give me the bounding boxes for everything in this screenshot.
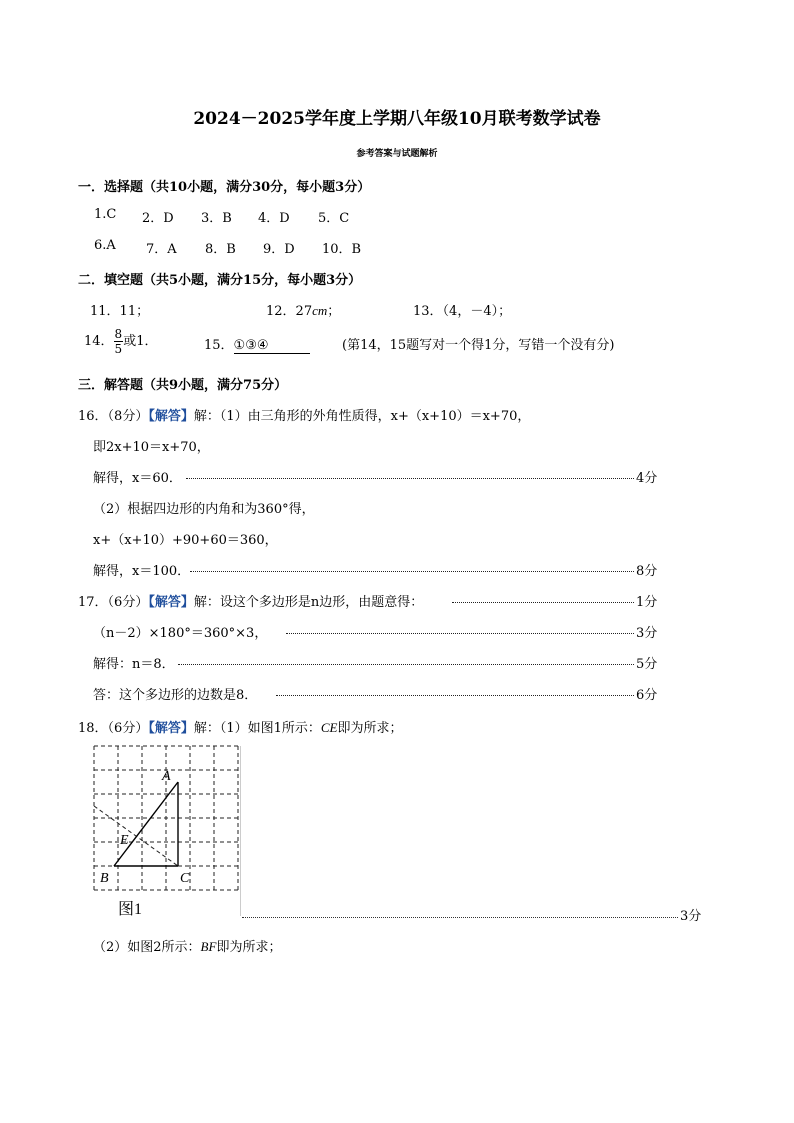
section-choice-heading: 一．选择题（共10小题，满分30分，每小题3分） xyxy=(78,180,371,195)
triangle-abc xyxy=(114,782,178,866)
dot-leader xyxy=(452,602,634,603)
answer-1: 1.C xyxy=(94,207,117,222)
label-a: A xyxy=(162,769,171,784)
q17-line-4: 答：这个多边形的边数是8． xyxy=(93,688,258,703)
answer-14: 14． $\frac{8}{5}$ 或1． xyxy=(84,327,158,356)
page-subtitle: 参考答案与试题解析 xyxy=(356,149,438,159)
divider xyxy=(240,746,241,916)
answer-4: 4．D xyxy=(258,211,290,226)
label-b: B xyxy=(100,871,109,886)
q17-line-3: 解得：n＝8． xyxy=(93,657,175,672)
q16-line-2: 即2x+10＝x+70， xyxy=(93,440,210,455)
page-title: 2024－2025学年度上学期八年级10月联考数学试卷 xyxy=(193,109,601,129)
q17-score-2: 3分 xyxy=(636,626,658,641)
answer-6: 6.A xyxy=(94,238,116,253)
q17-line-2: （n－2）×180°＝360°×3， xyxy=(93,626,268,641)
answer-7: 7．A xyxy=(146,242,177,257)
q17-score-4: 6分 xyxy=(636,688,658,703)
section-fill-heading: 二．填空题（共5小题，满分15分，每小题3分） xyxy=(78,273,362,288)
fill-scoring-note: (第14，15题写对一个得1分，写错一个没有分) xyxy=(342,338,615,353)
q17-score-3: 5分 xyxy=(636,657,658,672)
q16-line-3: 解得，x＝60． xyxy=(93,471,182,486)
answer-10: 10．B xyxy=(322,242,362,257)
answer-5: 5．C xyxy=(318,211,350,226)
answer-9: 9．D xyxy=(263,242,295,257)
q16-score-2: 8分 xyxy=(636,564,658,579)
answer-15-blank: ①③④ xyxy=(234,338,310,354)
answer-12: 12．27cm； xyxy=(266,303,341,319)
figure-1-grid xyxy=(88,740,244,922)
fraction-8-5: $\frac{8}{5}$ xyxy=(114,327,123,356)
q18-line-2: （2）如图2所示：BF即为所求； xyxy=(93,939,282,955)
q16-line-6: 解得，x＝100． xyxy=(93,564,191,579)
dot-leader xyxy=(186,478,634,479)
q17-score-1: 1分 xyxy=(636,595,658,610)
dot-leader xyxy=(242,917,678,918)
q16-line-4: （2）根据四边形的内角和为360°得， xyxy=(93,502,315,517)
q17-line-1: 17．（6分）【解答】解：设这个多边形是n边形，由题意得： xyxy=(78,595,424,610)
q16-line-5: x+（x+10）+90+60＝360， xyxy=(93,533,278,548)
dot-leader xyxy=(190,571,634,572)
dot-leader xyxy=(276,695,634,696)
q16-score-1: 4分 xyxy=(636,471,658,486)
dot-leader xyxy=(178,664,634,665)
answer-15: 15．①③④ xyxy=(204,334,310,354)
q18-score-1: 3分 xyxy=(680,909,702,924)
answer-11: 11．11； xyxy=(90,304,150,319)
answer-2: 2．D xyxy=(142,211,174,226)
dot-leader xyxy=(286,633,634,634)
answer-3: 3．B xyxy=(201,211,232,226)
answer-8: 8．B xyxy=(205,242,236,257)
answer-13: 13．（4，－4）； xyxy=(413,304,512,319)
section-solution-heading: 三．解答题（共9小题，满分75分） xyxy=(78,378,288,393)
q16-line-1: 16．（8分）【解答】解：（1）由三角形的外角性质得，x+（x+10）＝x+70， xyxy=(78,409,531,424)
figure-caption: 图1 xyxy=(118,901,143,918)
label-c: C xyxy=(180,871,190,886)
label-e: E xyxy=(120,833,129,848)
q18-line-1: 18．（6分）【解答】解：（1）如图1所示：CE即为所求； xyxy=(78,720,403,736)
